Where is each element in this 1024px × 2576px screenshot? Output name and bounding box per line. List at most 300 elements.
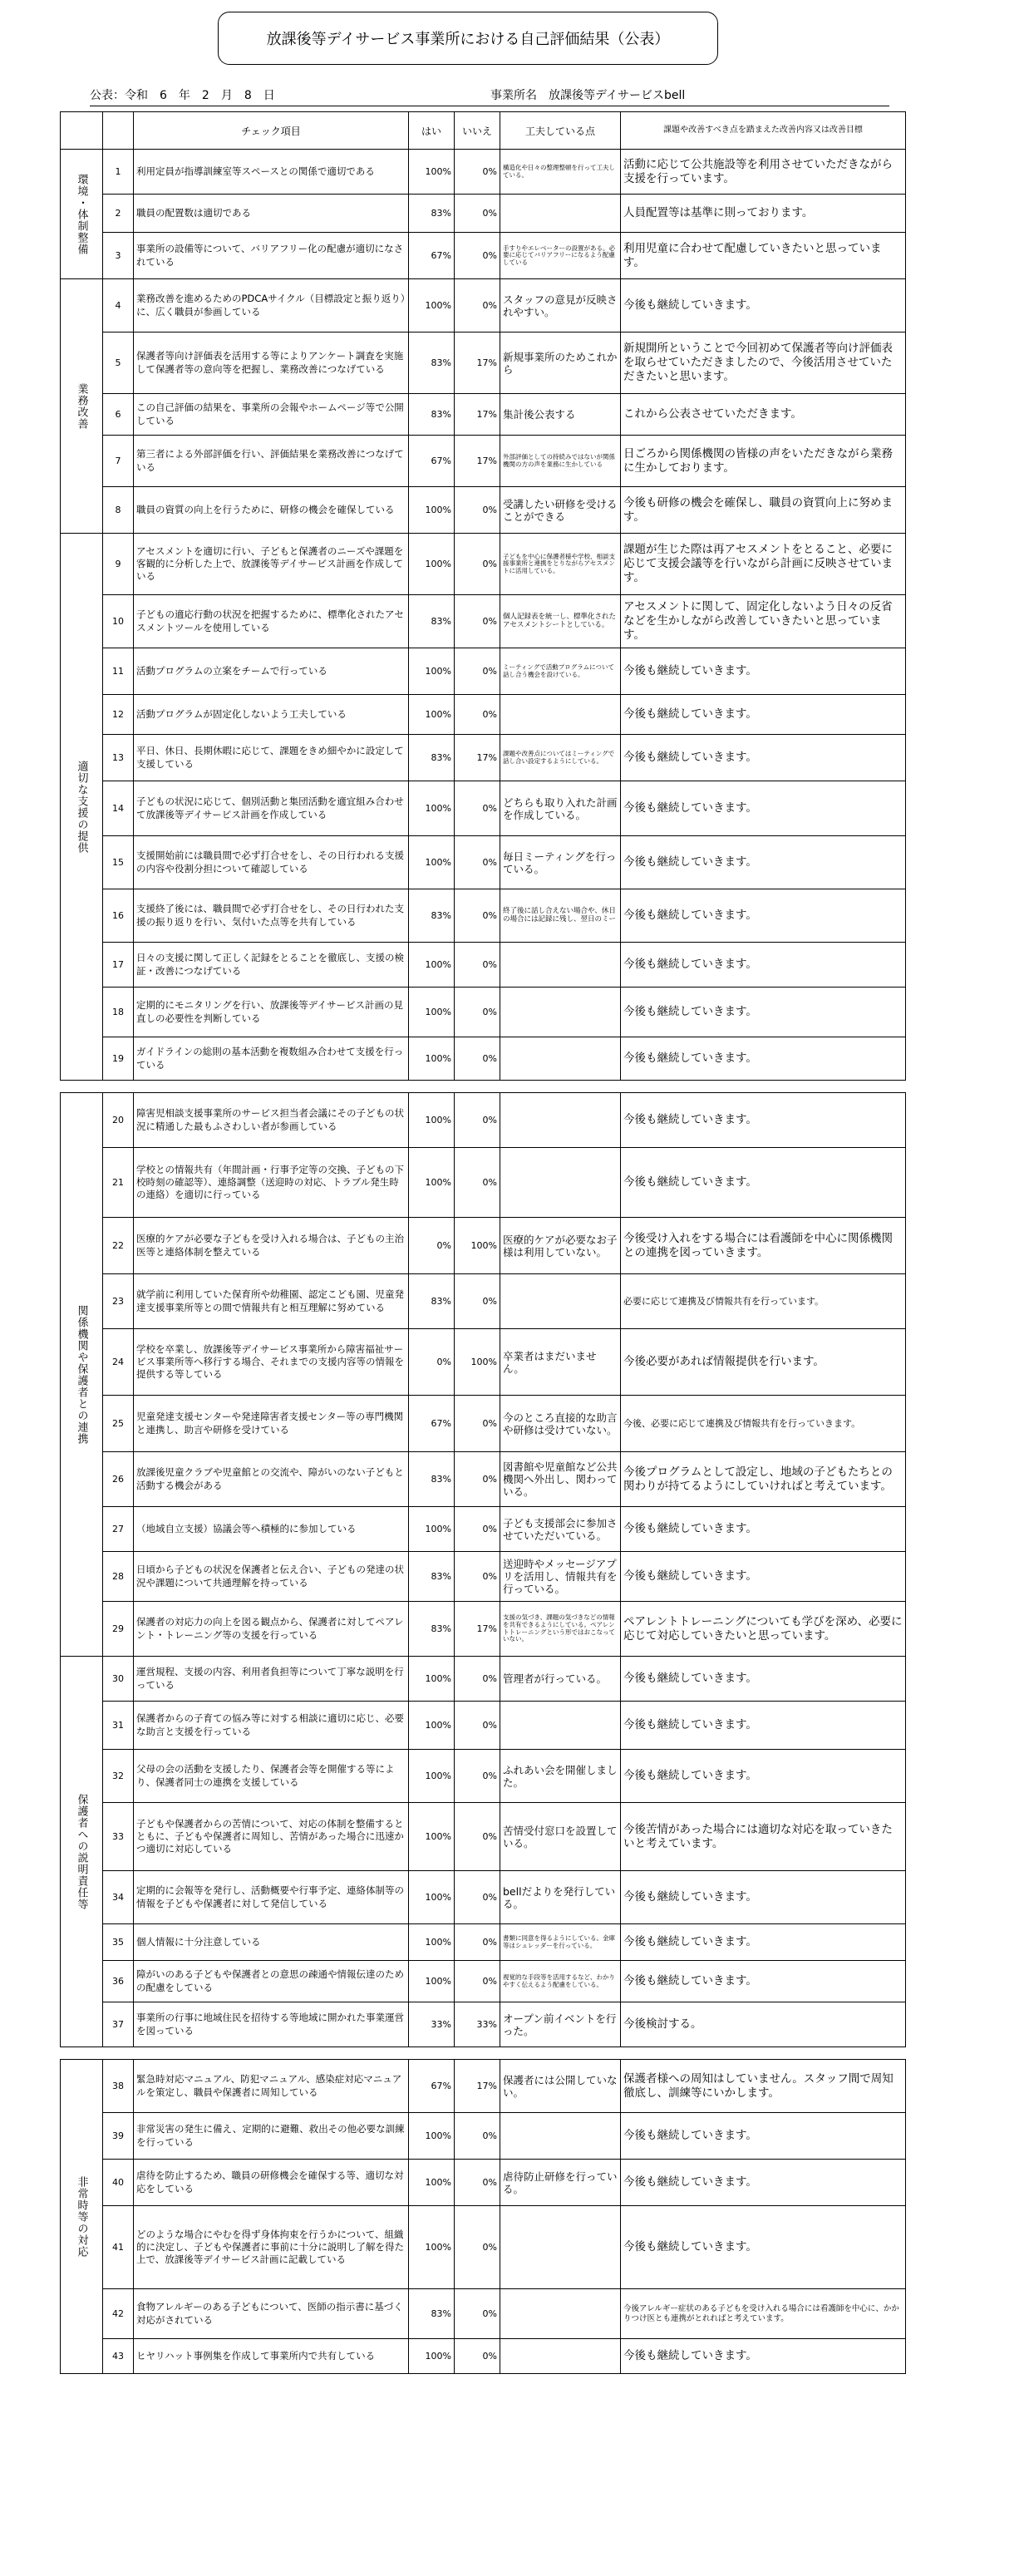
yes-percent: 100% xyxy=(409,943,455,988)
item-number: 36 xyxy=(103,1961,134,2002)
check-item: 放課後児童クラブや児童館との交流や、障がいのない子どもと活動する機会がある xyxy=(134,1452,409,1507)
table-row xyxy=(61,2002,906,2047)
item-number: 32 xyxy=(103,1750,134,1803)
improvement-note: 今後も継続していきます。 xyxy=(621,1037,906,1081)
no-percent: 17% xyxy=(455,436,500,487)
improvement-note: ペアレントトレーニングについても学びを深め、必要に応じて対応していきたいと思っています。 xyxy=(621,1602,906,1657)
item-number: 40 xyxy=(103,2160,134,2206)
no-percent: 0% xyxy=(455,2289,500,2339)
no-percent: 17% xyxy=(455,394,500,436)
improvement-note: 今後も継続していきます。 xyxy=(621,2113,906,2160)
effort-note: 課題や改善点についてはミーティングで話し合い設定するようにしている。 xyxy=(500,735,621,781)
no-percent: 0% xyxy=(455,534,500,595)
no-percent: 17% xyxy=(455,735,500,781)
publish-date: 公表：令和 6 年 2 月 8 日 xyxy=(90,86,490,106)
item-number: 4 xyxy=(103,279,134,332)
table-row xyxy=(61,150,906,195)
table-row xyxy=(61,1093,906,1148)
yes-percent: 83% xyxy=(409,1552,455,1602)
improvement-note: 今後も継続していきます。 xyxy=(621,695,906,735)
effort-note: オープン前イベントを行った。 xyxy=(500,2002,621,2047)
yes-percent: 67% xyxy=(409,233,455,279)
improvement-note: アセスメントに関して、固定化しないよう日々の反省などを生かしながら改善していきたいと思っています。 xyxy=(621,595,906,648)
yes-percent: 100% xyxy=(409,988,455,1037)
table-row xyxy=(61,436,906,487)
table-row xyxy=(61,735,906,781)
effort-note xyxy=(500,1037,621,1081)
no-percent: 0% xyxy=(455,1452,500,1507)
improvement-note: 今後も継続していきます。 xyxy=(621,1924,906,1961)
effort-note: 構造化や日々の整理整頓を行って工夫している。 xyxy=(500,150,621,195)
effort-note xyxy=(500,2113,621,2160)
improvement-note: 今後も継続していきます。 xyxy=(621,836,906,889)
header-improvement: 課題や改善すべき点を踏まえた改善内容又は改善目標 xyxy=(621,112,906,150)
check-item: 就学前に利用していた保育所や幼稚園、認定こども園、児童発達支援事業所等との間で情報共有と相互理解に努めている xyxy=(134,1274,409,1329)
table-row xyxy=(61,988,906,1037)
yes-percent: 0% xyxy=(409,1329,455,1396)
yes-percent: 33% xyxy=(409,2002,455,2047)
table-row xyxy=(61,1961,906,2002)
effort-note: 終了後に話し合えない場合や、休日の場合には記録に残し、翌日のミー xyxy=(500,889,621,943)
item-number: 14 xyxy=(103,781,134,836)
check-item: アセスメントを適切に行い、子どもと保護者のニーズや課題を客観的に分析した上で、放課後等デイサービス計画を作成している xyxy=(134,534,409,595)
table-row xyxy=(61,195,906,233)
check-item: 第三者による外部評価を行い、評価結果を業務改善につなげている xyxy=(134,436,409,487)
header-no: いいえ xyxy=(455,112,500,150)
effort-note xyxy=(500,1148,621,1218)
check-item: この自己評価の結果を、事業所の会報やホームページ等で公開している xyxy=(134,394,409,436)
no-percent: 0% xyxy=(455,1552,500,1602)
no-percent: 0% xyxy=(455,150,500,195)
item-number: 9 xyxy=(103,534,134,595)
no-percent: 0% xyxy=(455,1961,500,2002)
improvement-note: 新規開所ということで今回初めて保護者等向け評価表を取らせていただきましたので、今後活用させていただきたいと思います。 xyxy=(621,332,906,394)
no-percent: 0% xyxy=(455,2206,500,2289)
item-number: 17 xyxy=(103,943,134,988)
no-percent: 0% xyxy=(455,781,500,836)
header-number xyxy=(103,112,134,150)
item-number: 33 xyxy=(103,1803,134,1871)
improvement-note: 今後受け入れをする場合には看護師を中心に関係機関との連携を図っていきます。 xyxy=(621,1218,906,1274)
no-percent: 0% xyxy=(455,695,500,735)
table-row xyxy=(61,1218,906,1274)
no-percent: 0% xyxy=(455,195,500,233)
yes-percent: 83% xyxy=(409,332,455,394)
check-item: 子どもの状況に応じて、個別活動と集団活動を適宜組み合わせて放課後等デイサービス計画を作成している xyxy=(134,781,409,836)
item-number: 39 xyxy=(103,2113,134,2160)
item-number: 12 xyxy=(103,695,134,735)
table-row xyxy=(61,1148,906,1218)
section-cell xyxy=(61,1657,103,2047)
improvement-note: 今後も継続していきます。 xyxy=(621,1702,906,1750)
table-row xyxy=(61,1552,906,1602)
no-percent: 17% xyxy=(455,332,500,394)
yes-percent: 83% xyxy=(409,889,455,943)
section-cell xyxy=(61,1093,103,1657)
effort-note xyxy=(500,2206,621,2289)
improvement-note: 今後、必要に応じて連携及び情報共有を行っていきます。 xyxy=(621,1396,906,1452)
table-row xyxy=(61,279,906,332)
table-row xyxy=(61,695,906,735)
effort-note xyxy=(500,695,621,735)
item-number: 11 xyxy=(103,648,134,695)
improvement-note: 今後も継続していきます。 xyxy=(621,1750,906,1803)
item-number: 24 xyxy=(103,1329,134,1396)
item-number: 3 xyxy=(103,233,134,279)
effort-note: 送迎時やメッセージアプリを活用し、情報共有を行っている。 xyxy=(500,1552,621,1602)
table-row xyxy=(61,2113,906,2160)
check-item: 日頃から子どもの状況を保護者と伝え合い、子どもの発達の状況や課題について共通理解を持っている xyxy=(134,1552,409,1602)
table-row xyxy=(61,1452,906,1507)
check-item: 障がいのある子どもや保護者との意思の疎通や情報伝達のための配慮をしている xyxy=(134,1961,409,2002)
table-row xyxy=(61,1803,906,1871)
item-number: 37 xyxy=(103,2002,134,2047)
header-item: チェック項目 xyxy=(134,112,409,150)
yes-percent: 83% xyxy=(409,1602,455,1657)
item-number: 43 xyxy=(103,2339,134,2374)
no-percent: 0% xyxy=(455,2339,500,2374)
effort-note xyxy=(500,1702,621,1750)
section-label: 業務改善 xyxy=(75,382,88,430)
improvement-note: 保護者様への周知はしていません。スタッフ間で周知徹底し、訓練等にいかします。 xyxy=(621,2060,906,2113)
improvement-note: 今後検討する。 xyxy=(621,2002,906,2047)
item-number: 25 xyxy=(103,1396,134,1452)
effort-note: 子ども支援部会に参加させていただいている。 xyxy=(500,1507,621,1552)
no-percent: 17% xyxy=(455,2060,500,2113)
improvement-note: 今後も継続していきます。 xyxy=(621,1148,906,1218)
check-item: 子どもや保護者からの苦情について、対応の体制を整備するとともに、子どもや保護者に周知し、苦情があった場合に迅速かつ適切に対応している xyxy=(134,1803,409,1871)
effort-note: 毎日ミーティングを行っている。 xyxy=(500,836,621,889)
table-row xyxy=(61,332,906,394)
check-item: 非常災害の発生に備え、定期的に避難、救出その他必要な訓練を行っている xyxy=(134,2113,409,2160)
item-number: 8 xyxy=(103,487,134,534)
effort-note: スタッフの意見が反映されやすい。 xyxy=(500,279,621,332)
effort-note: 視覚的な手段等を活用するなど、わかりやすく伝えるよう配慮をしている。 xyxy=(500,1961,621,2002)
yes-percent: 100% xyxy=(409,534,455,595)
effort-note: どちらも取り入れた計画を作成している。 xyxy=(500,781,621,836)
improvement-note: 必要に応じて連携及び情報共有を行っています。 xyxy=(621,1274,906,1329)
item-number: 13 xyxy=(103,735,134,781)
check-item: 個人情報に十分注意している xyxy=(134,1924,409,1961)
section-cell xyxy=(61,150,103,279)
effort-note: 医療的ケアが必要なお子様は利用していない。 xyxy=(500,1218,621,1274)
item-number: 6 xyxy=(103,394,134,436)
yes-percent: 100% xyxy=(409,1093,455,1148)
item-number: 28 xyxy=(103,1552,134,1602)
improvement-note: 今後も継続していきます。 xyxy=(621,889,906,943)
effort-note xyxy=(500,943,621,988)
yes-percent: 100% xyxy=(409,781,455,836)
item-number: 16 xyxy=(103,889,134,943)
effort-note: 保護者には公開していない。 xyxy=(500,2060,621,2113)
item-number: 19 xyxy=(103,1037,134,1081)
no-percent: 33% xyxy=(455,2002,500,2047)
improvement-note: 今後も継続していきます。 xyxy=(621,988,906,1037)
no-percent: 0% xyxy=(455,279,500,332)
check-item: 学校との情報共有（年間計画・行事予定等の交換、子どもの下校時刻の確認等）、連絡調整（送迎時の対応、トラブル発生時の連絡）を適切に行っている xyxy=(134,1148,409,1218)
no-percent: 0% xyxy=(455,943,500,988)
yes-percent: 100% xyxy=(409,1924,455,1961)
effort-note xyxy=(500,2289,621,2339)
effort-note: bellだよりを発行している。 xyxy=(500,1871,621,1924)
yes-percent: 100% xyxy=(409,1750,455,1803)
improvement-note: 利用児童に合わせて配慮していきたいと思っています。 xyxy=(621,233,906,279)
item-number: 30 xyxy=(103,1657,134,1702)
check-item: 活動プログラムの立案をチームで行っている xyxy=(134,648,409,695)
item-number: 23 xyxy=(103,1274,134,1329)
check-item: 支援開始前には職員間で必ず打合せをし、その日行われる支援の内容や役割分担について確認している xyxy=(134,836,409,889)
table-row xyxy=(61,2060,906,2113)
check-item: 医療的ケアが必要な子どもを受け入れる場合は、子どもの主治医等と連絡体制を整えている xyxy=(134,1218,409,1274)
header-effort: 工夫している点 xyxy=(500,112,621,150)
improvement-note: 今後も継続していきます。 xyxy=(621,279,906,332)
no-percent: 0% xyxy=(455,1148,500,1218)
effort-note: 個人記録表を統一し、標準化されたアセスメントシートとしている。 xyxy=(500,595,621,648)
table-row xyxy=(61,233,906,279)
no-percent: 0% xyxy=(455,1396,500,1452)
effort-note: ふれあい会を開催しました。 xyxy=(500,1750,621,1803)
no-percent: 0% xyxy=(455,1657,500,1702)
check-item: 事業所の行事に地域住民を招待する等地域に開かれた事業運営を図っている xyxy=(134,2002,409,2047)
section-label: 保護者への説明責任等 xyxy=(75,1793,88,1910)
improvement-note: 今後苦情があった場合には適切な対応を取っていきたいと考えています。 xyxy=(621,1803,906,1871)
effort-note xyxy=(500,2339,621,2374)
no-percent: 0% xyxy=(455,1803,500,1871)
table-row xyxy=(61,394,906,436)
effort-note xyxy=(500,988,621,1037)
yes-percent: 100% xyxy=(409,2113,455,2160)
effort-note: 集計後公表する xyxy=(500,394,621,436)
improvement-note: 今後も継続していきます。 xyxy=(621,735,906,781)
table-row xyxy=(61,1396,906,1452)
table-row xyxy=(61,487,906,534)
improvement-note: 今後も継続していきます。 xyxy=(621,1657,906,1702)
improvement-note: 今後も継続していきます。 xyxy=(621,1093,906,1148)
no-percent: 0% xyxy=(455,1702,500,1750)
improvement-note: 今後アレルギー症状のある子どもを受け入れる場合には看護師を中心に、かかりつけ医とも連携がとれればと考えています。 xyxy=(621,2289,906,2339)
header-yes: はい xyxy=(409,112,455,150)
item-number: 29 xyxy=(103,1602,134,1657)
table-row xyxy=(61,1329,906,1396)
item-number: 22 xyxy=(103,1218,134,1274)
item-number: 10 xyxy=(103,595,134,648)
item-number: 2 xyxy=(103,195,134,233)
item-number: 1 xyxy=(103,150,134,195)
effort-note xyxy=(500,1093,621,1148)
improvement-note: 今後も継続していきます。 xyxy=(621,1961,906,2002)
section-cell xyxy=(61,534,103,1081)
check-item: ガイドラインの総則の基本活動を複数組み合わせて支援を行っている xyxy=(134,1037,409,1081)
improvement-note: 今後も継続していきます。 xyxy=(621,781,906,836)
improvement-note: 今後も継続していきます。 xyxy=(621,1552,906,1602)
evaluation-table xyxy=(60,111,906,2374)
yes-percent: 100% xyxy=(409,487,455,534)
yes-percent: 100% xyxy=(409,2206,455,2289)
yes-percent: 100% xyxy=(409,695,455,735)
yes-percent: 67% xyxy=(409,436,455,487)
effort-note: 子どもを中心に保護者様や学校、相談支援事業所と連携をとりながらアセスメントに活用している。 xyxy=(500,534,621,595)
table-row xyxy=(61,534,906,595)
effort-note: 受講したい研修を受けることができる xyxy=(500,487,621,534)
yes-percent: 83% xyxy=(409,195,455,233)
check-item: 事業所の設備等について、バリアフリー化の配慮が適切になされている xyxy=(134,233,409,279)
check-item: 業務改善を進めるためのPDCAサイクル（目標設定と振り返り）に、広く職員が参画している xyxy=(134,279,409,332)
no-percent: 100% xyxy=(455,1329,500,1396)
page-title: 放課後等デイサービス事業所における自己評価結果（公表） xyxy=(218,12,718,65)
improvement-note: 日ごろから関係機関の皆様の声をいただきながら業務に生かしております。 xyxy=(621,436,906,487)
no-percent: 0% xyxy=(455,1507,500,1552)
no-percent: 0% xyxy=(455,2113,500,2160)
improvement-note: 人員配置等は基準に則っております。 xyxy=(621,195,906,233)
no-percent: 0% xyxy=(455,988,500,1037)
check-item: 保護者の対応力の向上を図る観点から、保護者に対してペアレント・トレーニング等の支援を行っている xyxy=(134,1602,409,1657)
effort-note: 手すりやエレベーターの設置がある。必要に応じてバリアフリーになるよう配慮している xyxy=(500,233,621,279)
item-number: 35 xyxy=(103,1924,134,1961)
item-number: 42 xyxy=(103,2289,134,2339)
no-percent: 0% xyxy=(455,648,500,695)
check-item: （地域自立支援）協議会等へ積極的に参加している xyxy=(134,1507,409,1552)
yes-percent: 100% xyxy=(409,1961,455,2002)
yes-percent: 100% xyxy=(409,1507,455,1552)
yes-percent: 83% xyxy=(409,595,455,648)
check-item: 日々の支援に関して正しく記録をとることを徹底し、支援の検証・改善につなげている xyxy=(134,943,409,988)
yes-percent: 67% xyxy=(409,2060,455,2113)
improvement-note: 今後も継続していきます。 xyxy=(621,2206,906,2289)
section-label: 関係機関や保護者との連携 xyxy=(75,1304,88,1445)
table-row xyxy=(61,1657,906,1702)
item-number: 21 xyxy=(103,1148,134,1218)
yes-percent: 83% xyxy=(409,1274,455,1329)
check-item: 緊急時対応マニュアル、防犯マニュアル、感染症対応マニュアルを策定し、職員や保護者に周知している xyxy=(134,2060,409,2113)
check-item: 父母の会の活動を支援したり、保護者会等を開催する等により、保護者同士の連携を支援している xyxy=(134,1750,409,1803)
table-row xyxy=(61,1702,906,1750)
table-row xyxy=(61,1507,906,1552)
improvement-note: 今後も継続していきます。 xyxy=(621,648,906,695)
no-percent: 0% xyxy=(455,1750,500,1803)
effort-note xyxy=(500,1274,621,1329)
check-item: 虐待を防止するため、職員の研修機会を確保する等、適切な対応をしている xyxy=(134,2160,409,2206)
item-number: 15 xyxy=(103,836,134,889)
check-item: 保護者からの子育ての悩み等に対する相談に適切に応じ、必要な助言と支援を行っている xyxy=(134,1702,409,1750)
check-item: 食物アレルギーのある子どもについて、医師の指示書に基づく対応がされている xyxy=(134,2289,409,2339)
item-number: 7 xyxy=(103,436,134,487)
effort-note: 管理者が行っている。 xyxy=(500,1657,621,1702)
yes-percent: 100% xyxy=(409,150,455,195)
effort-note: 外部評価としての持続みではないが関係機関の方の声を業務に生かしている xyxy=(500,436,621,487)
check-item: 学校を卒業し、放課後等デイサービス事業所から障害福祉サービス事業所等へ移行する場合、それまでの支援内容等の情報を提供する等している xyxy=(134,1329,409,1396)
check-item: 子どもの適応行動の状況を把握するために、標準化されたアセスメントツールを使用している xyxy=(134,595,409,648)
yes-percent: 100% xyxy=(409,1148,455,1218)
no-percent: 0% xyxy=(455,1871,500,1924)
section-gap xyxy=(61,1081,906,1093)
item-number: 18 xyxy=(103,988,134,1037)
item-number: 5 xyxy=(103,332,134,394)
check-item: 定期的にモニタリングを行い、放課後等デイサービス計画の見直しの必要性を判断している xyxy=(134,988,409,1037)
item-number: 20 xyxy=(103,1093,134,1148)
yes-percent: 100% xyxy=(409,836,455,889)
improvement-note: 課題が生じた際は再アセスメントをとること、必要に応じて支援会議等を行いながら計画に反映させています。 xyxy=(621,534,906,595)
table-row xyxy=(61,1750,906,1803)
check-item: 定期的に会報等を発行し、活動概要や行事予定、連絡体制等の情報を子どもや保護者に対して発信している xyxy=(134,1871,409,1924)
improvement-note: 活動に応じて公共施設等を利用させていただきながら支援を行っています。 xyxy=(621,150,906,195)
yes-percent: 100% xyxy=(409,2160,455,2206)
no-percent: 0% xyxy=(455,2160,500,2206)
effort-note: 図書館や児童館など公共機関へ外出し、関わっている。 xyxy=(500,1452,621,1507)
no-percent: 0% xyxy=(455,836,500,889)
check-item: 障害児相談支援事業所のサービス担当者会議にその子どもの状況に精通した最もふさわしい者が参画している xyxy=(134,1093,409,1148)
yes-percent: 100% xyxy=(409,1037,455,1081)
check-item: 利用定員が指導訓練室等スペースとの関係で適切である xyxy=(134,150,409,195)
item-number: 31 xyxy=(103,1702,134,1750)
no-percent: 100% xyxy=(455,1218,500,1274)
table-row xyxy=(61,1602,906,1657)
yes-percent: 100% xyxy=(409,2339,455,2374)
table-row xyxy=(61,2206,906,2289)
yes-percent: 100% xyxy=(409,648,455,695)
check-item: 職員の資質の向上を行うために、研修の機会を確保している xyxy=(134,487,409,534)
yes-percent: 100% xyxy=(409,279,455,332)
check-item: 支援終了後には、職員間で必ず打合せをし、その日行われた支援の振り返りを行い、気付いた点等を共有している xyxy=(134,889,409,943)
header-section xyxy=(61,112,103,150)
section-label: 環境・体制整備 xyxy=(75,173,88,255)
effort-note: 苦情受付窓口を設置している。 xyxy=(500,1803,621,1871)
no-percent: 0% xyxy=(455,1924,500,1961)
table-row xyxy=(61,889,906,943)
table-row xyxy=(61,1871,906,1924)
table-row xyxy=(61,1274,906,1329)
section-label: 適切な支援の提供 xyxy=(75,760,88,854)
no-percent: 0% xyxy=(455,233,500,279)
table-row xyxy=(61,781,906,836)
no-percent: 17% xyxy=(455,1602,500,1657)
check-item: 保護者等向け評価表を活用する等によりアンケート調査を実施して保護者等の意向等を把握し、業務改善につなげている xyxy=(134,332,409,394)
effort-note: 虐待防止研修を行っている。 xyxy=(500,2160,621,2206)
yes-percent: 83% xyxy=(409,735,455,781)
improvement-note: 今後も継続していきます。 xyxy=(621,2339,906,2374)
table-row xyxy=(61,595,906,648)
yes-percent: 0% xyxy=(409,1218,455,1274)
effort-note: 今のところ直接的な助言や研修は受けていない。 xyxy=(500,1396,621,1452)
table-header-row xyxy=(61,112,906,150)
no-percent: 0% xyxy=(455,487,500,534)
check-item: 職員の配置数は適切である xyxy=(134,195,409,233)
no-percent: 0% xyxy=(455,1093,500,1148)
no-percent: 0% xyxy=(455,1037,500,1081)
section-label: 非常時等の対応 xyxy=(75,2175,88,2258)
yes-percent: 83% xyxy=(409,394,455,436)
check-item: 運営規程、支援の内容、利用者負担等について丁寧な説明を行っている xyxy=(134,1657,409,1702)
table-row xyxy=(61,648,906,695)
yes-percent: 100% xyxy=(409,1871,455,1924)
no-percent: 0% xyxy=(455,595,500,648)
check-item: どのような場合にやむを得ず身体拘束を行うかについて、組織的に決定し、子どもや保護者に事前に十分に説明し了解を得た上で、放課後等デイサービス計画に記載している xyxy=(134,2206,409,2289)
check-item: 平日、休日、長期休暇に応じて、課題をきめ細やかに設定して支援している xyxy=(134,735,409,781)
table-row xyxy=(61,943,906,988)
table-row xyxy=(61,2289,906,2339)
improvement-note: 今後も継続していきます。 xyxy=(621,1507,906,1552)
section-gap xyxy=(61,2047,906,2060)
item-number: 27 xyxy=(103,1507,134,1552)
improvement-note: 今後も継続していきます。 xyxy=(621,943,906,988)
table-row xyxy=(61,2339,906,2374)
effort-note xyxy=(500,195,621,233)
yes-percent: 100% xyxy=(409,1657,455,1702)
yes-percent: 83% xyxy=(409,1452,455,1507)
improvement-note: これから公表させていただきます。 xyxy=(621,394,906,436)
yes-percent: 67% xyxy=(409,1396,455,1452)
effort-note: 支援の気づき、課題の気づきなどの情報を共有できるようにしている。ペアレントトレーニングという形ではおこなっていない。 xyxy=(500,1602,621,1657)
effort-note: 卒業者はまだいません。 xyxy=(500,1329,621,1396)
